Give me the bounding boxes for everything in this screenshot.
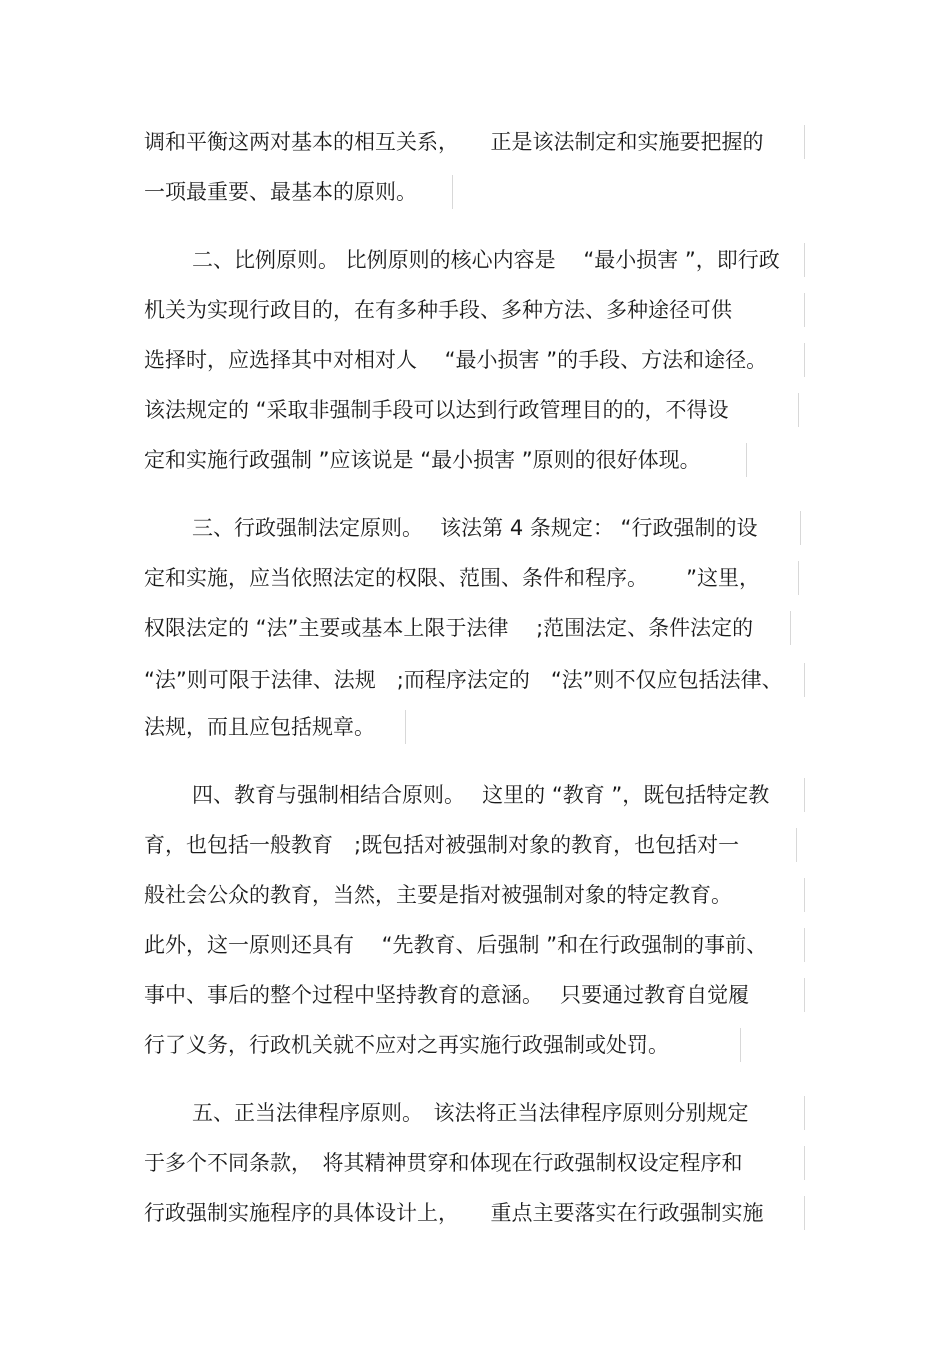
text-line: 行政强制实施程序的具体设计上， 重点主要落实在行政强制实施 — [144, 1201, 764, 1225]
text-line: 选择时，应选择其中对相对人 “最小损害 ”的手段、方法和途径。 — [144, 348, 768, 372]
divider — [804, 978, 805, 1012]
text-line: 于多个不同条款， 将其精神贯穿和体现在行政强制权设定程序和 — [144, 1151, 743, 1175]
divider — [746, 443, 747, 477]
text-line: 育，也包括一般教育 ;既包括对被强制对象的教育，也包括对一 — [144, 833, 740, 857]
divider — [740, 1028, 741, 1062]
divider — [804, 878, 805, 912]
divider — [790, 611, 791, 645]
text-line: 二、比例原则。 比例原则的核心内容是 “最小损害 ”，即行政 — [192, 248, 780, 272]
text-line: 行了义务，行政机关就不应对之再实施行政强制或处罚。 — [144, 1033, 669, 1057]
divider — [798, 393, 799, 427]
text-line: 机关为实现行政目的，在有多种手段、多种方法、多种途径可供 — [144, 298, 732, 322]
divider — [405, 710, 406, 744]
divider — [796, 828, 797, 862]
text-line: 定和实施，应当依照法定的权限、范围、条件和程序。 ”这里， — [144, 566, 761, 590]
text-line: 此外，这一原则还具有 “先教育、后强制 ”和在行政强制的事前、 — [144, 933, 768, 957]
text-line: 一项最重要、最基本的原则。 — [144, 180, 417, 204]
text-line: 四、教育与强制相结合原则。 这里的 “教育 ”，既包括特定教 — [192, 783, 770, 807]
divider — [804, 125, 805, 159]
divider — [804, 1196, 805, 1230]
divider — [804, 928, 805, 962]
text-line: 法规，而且应包括规章。 — [144, 715, 375, 739]
divider — [804, 243, 805, 277]
text-line: 调和平衡这两对基本的相互关系， 正是该法制定和实施要把握的 — [144, 130, 764, 154]
text-line: 定和实施行政强制 ”应该说是 “最小损害 ”原则的很好体现。 — [144, 448, 701, 472]
divider — [798, 561, 799, 595]
divider — [800, 511, 801, 545]
divider — [804, 1146, 805, 1180]
text-line: 该法规定的 “采取非强制手段可以达到行政管理目的的，不得设 — [144, 398, 729, 422]
text-line: 事中、事后的整个过程中坚持教育的意涵。 只要通过教育自觉履 — [144, 983, 750, 1007]
divider — [804, 778, 805, 812]
text-line: 权限法定的 “法”主要或基本上限于法律 ;范围法定、条件法定的 — [144, 616, 754, 640]
text-line: 三、行政强制法定原则。 该法第 4 条规定： “行政强制的设 — [192, 516, 758, 540]
divider — [804, 343, 805, 377]
divider — [452, 175, 453, 209]
divider — [804, 293, 805, 327]
text-line: 五、正当法律程序原则。 该法将正当法律程序原则分别规定 — [192, 1101, 749, 1125]
text-line: 般社会公众的教育，当然，主要是指对被强制对象的特定教育。 — [144, 883, 732, 907]
text-line: “法”则可限于法律、法规 ;而程序法定的 “法”则不仅应包括法律、 — [144, 668, 783, 692]
divider — [804, 1096, 805, 1130]
divider — [804, 663, 805, 697]
